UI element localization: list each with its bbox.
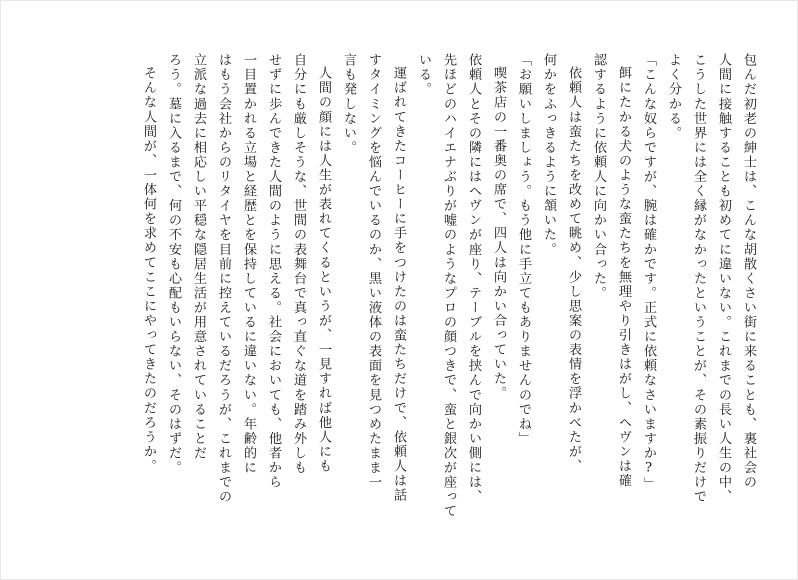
text-line: 認するように依頼人に向かい合った。: [591, 53, 606, 301]
text-line: 人間に接触することも初めてに違いない。これまでの長い人生の中、: [716, 53, 731, 505]
text-line: 一目置かれる立場と経歴とを保持しているに違いない。年齢的に: [241, 53, 256, 475]
text-line: 包んだ初老の紳士は、こんな胡散くさい街に来ることも、裏社会の: [741, 53, 756, 490]
text-line: 立派な過去に相応しい平穏な隠居生活が用意されていることだ: [191, 53, 206, 461]
text-line: 喫茶店の一番奥の席で、四人は向かい合っていた。: [491, 66, 506, 401]
vertical-text-body: [37, 53, 761, 523]
text-line: そんな人間が、一体何を求めてここにやってきたのだろうか。: [141, 66, 156, 474]
text-line: こうした世界には全く縁がなかったということが、その素振りだけで: [691, 53, 706, 505]
text-line: すタイミングを悩んでいるのか、黒い液体の表面を見つめたまま一: [366, 53, 381, 490]
text-line: 運ばれてきたコーヒーに手をつけたのは蛮たちだけで、依頼人は話: [391, 66, 406, 503]
text-line: よく分かる。: [666, 53, 681, 141]
text-line: 依頼人は蛮たちを改めて眺め、少し思案の表情を浮かべたが、: [566, 66, 581, 474]
text-line: 言も発しない。: [341, 53, 356, 155]
text-line: 先ほどのハイエナぶりが嘘のようなプロの顔つきで、蛮と銀次が座って: [441, 53, 456, 519]
text-line: 自分にも厳しそうな、世間の表舞台で真っ直ぐな道を踏み外しも: [291, 53, 306, 475]
text-line: 依頼人とその隣にはヘヴンが座り、テーブルを挟んで向かい側には、: [466, 53, 481, 505]
text-line: 「こんな奴らですが、腕は確かです。正式に依頼なさいますか?」: [641, 53, 656, 492]
text-line: はもう会社からのリタイヤを目前に控えているだろうが、これまでの: [216, 53, 231, 505]
text-line: いる。: [416, 53, 431, 97]
text-line: 何かをふっきるように頷いた。: [541, 53, 556, 257]
text-line: ろう。墓に入るまで、何の不安も心配もいらない、そのはずだ。: [166, 53, 181, 475]
text-line: せずに歩んできた人間のように思える。社会においても、他者から: [266, 53, 281, 490]
text-line: 餌にたかる犬のような蛮たちを無理やり引きはがし、ヘヴンは確: [616, 66, 631, 488]
text-line: 「お願いしましょう。もう他に手立てもありませんのでね」: [516, 53, 531, 446]
text-line: 人間の顔には人生が表れてくるというが、一見すれば他人にも: [316, 66, 331, 474]
